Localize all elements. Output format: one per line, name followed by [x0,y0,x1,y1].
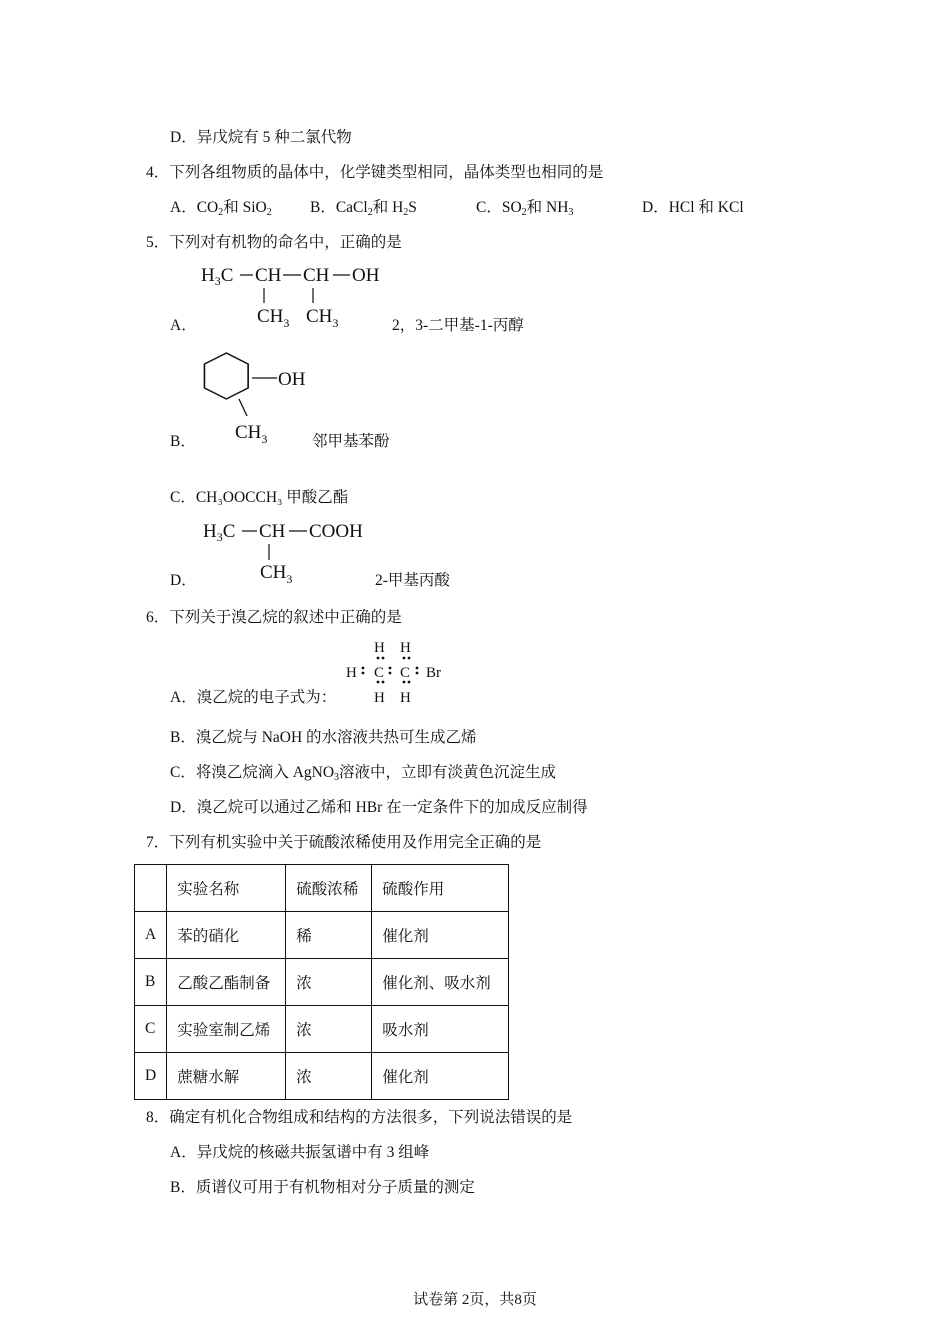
q6-option-c: C．将溴乙烷滴入 AgNO$_3$溶液中，立即有淡黄色沉淀生成 [170,764,557,783]
table-cell: 催化剂 [372,912,509,959]
header-cell [135,865,167,912]
q7-stem: 7．下列有机实验中关于硫酸浓稀使用及作用完全正确的是 [146,834,542,851]
q8-option-a: A．异戊烷的核磁共振氢谱中有 3 组峰 [170,1144,430,1161]
q5-stem: 5．下列对有机物的命名中，正确的是 [146,234,402,251]
q6-stem: 6．下列关于溴乙烷的叙述中正确的是 [146,609,402,626]
svg-text:C: C [400,665,411,681]
q5-option-c: C．CH₃OOCCH₃ 甲酸乙酯 [170,489,349,506]
page-footer: 试卷第 2页，共8页 [413,1292,537,1308]
table-cell: D [135,1053,167,1100]
header-cell: 硫酸浓稀 [286,865,372,912]
svg-text:H: H [374,690,385,706]
ch3-label-2: $CH_3$ [306,306,339,330]
q6-option-a: A．溴乙烷的电子式为： [170,689,337,706]
table-cell: 浓 [286,1006,372,1053]
table-cell: 实验室制乙烯 [167,1006,286,1053]
q7-table [134,864,509,1100]
table-cell: 浓 [286,1053,372,1100]
header-cell: 硫酸作用 [372,865,509,912]
q3-option-d: D．异戊烷有 5 种二氯代物 [170,129,352,146]
h3c-label: $H_3C$ [201,265,234,288]
q5-structure-b [195,348,325,448]
ch3-label: $CH_3$ [235,422,268,446]
q5-option-b-name: 邻甲基苯酚 [312,433,390,450]
h3c-label: $H_3C$ [203,521,236,544]
q5-option-a-name: 2，3-二甲基-1-丙醇 [392,317,524,334]
q8-option-b: B．质谱仪可用于有机物相对分子质量的测定 [170,1179,475,1196]
q5-option-a-label: A． [170,317,197,334]
header-cell: 实验名称 [167,865,286,912]
table-row [135,959,509,1006]
svg-text:Br: Br [426,665,441,681]
svg-text:H: H [374,640,385,656]
q6-option-b: B．溴乙烷与 NaOH 的水溶液共热可生成乙烯 [170,729,477,746]
q5-option-b-label: B． [170,433,196,450]
ch3-label-1: $CH_3$ [257,306,290,330]
table-row [135,1053,509,1100]
ch-label: CH [259,521,286,542]
q4-stem: 4．下列各组物质的晶体中，化学键类型相同，晶体类型也相同的是 [146,164,604,181]
ch-label-2: CH [303,265,330,286]
q4-option-d: D．HCl 和 KCl [642,199,744,216]
table-cell: 浓 [286,959,372,1006]
q4-option-a: A．$CO_2$和 SiO$_2$ [170,199,272,218]
cyclohexane-ring [204,353,248,399]
q6-option-d: D．溴乙烷可以通过乙烯和 HBr 在一定条件下的加成反应制得 [170,799,588,816]
table-header-row [135,865,509,912]
q5-structure-d [197,518,387,588]
q5-option-d-label: D． [170,572,197,589]
q4-option-b: B．CaCl$_2$和 $H_2S$ [310,199,417,218]
table-cell: C [135,1006,167,1053]
table-cell: 蔗糖水解 [167,1053,286,1100]
table-cell: 稀 [286,912,372,959]
table-row [135,912,509,959]
table-cell: 催化剂 [372,1053,509,1100]
q8-stem: 8．确定有机化合物组成和结构的方法很多，下列说法错误的是 [146,1109,573,1126]
svg-text:H: H [400,640,411,656]
ch-label-1: CH [255,265,282,286]
cooh-label: COOH [309,521,363,542]
svg-text:H: H [346,665,357,681]
svg-text:C: C [374,665,385,681]
table-cell: A [135,912,167,959]
table-cell: 乙酸乙酯制备 [167,959,286,1006]
q4-option-c: C．$SO_2$和 $NH_3$ [476,199,574,218]
table-cell: 催化剂、吸水剂 [372,959,509,1006]
table-cell: 苯的硝化 [167,912,286,959]
q6-lewis-structure [340,636,460,706]
q5-option-d-name: 2-甲基丙酸 [375,572,450,589]
svg-text:H: H [400,690,411,706]
oh-label: OH [278,369,306,390]
ch3-label: $CH_3$ [260,562,293,586]
table-cell: B [135,959,167,1006]
q5-structure-a [195,262,395,332]
table-row [135,1006,509,1053]
oh-label: OH [352,265,380,286]
table-cell: 吸水剂 [372,1006,509,1053]
